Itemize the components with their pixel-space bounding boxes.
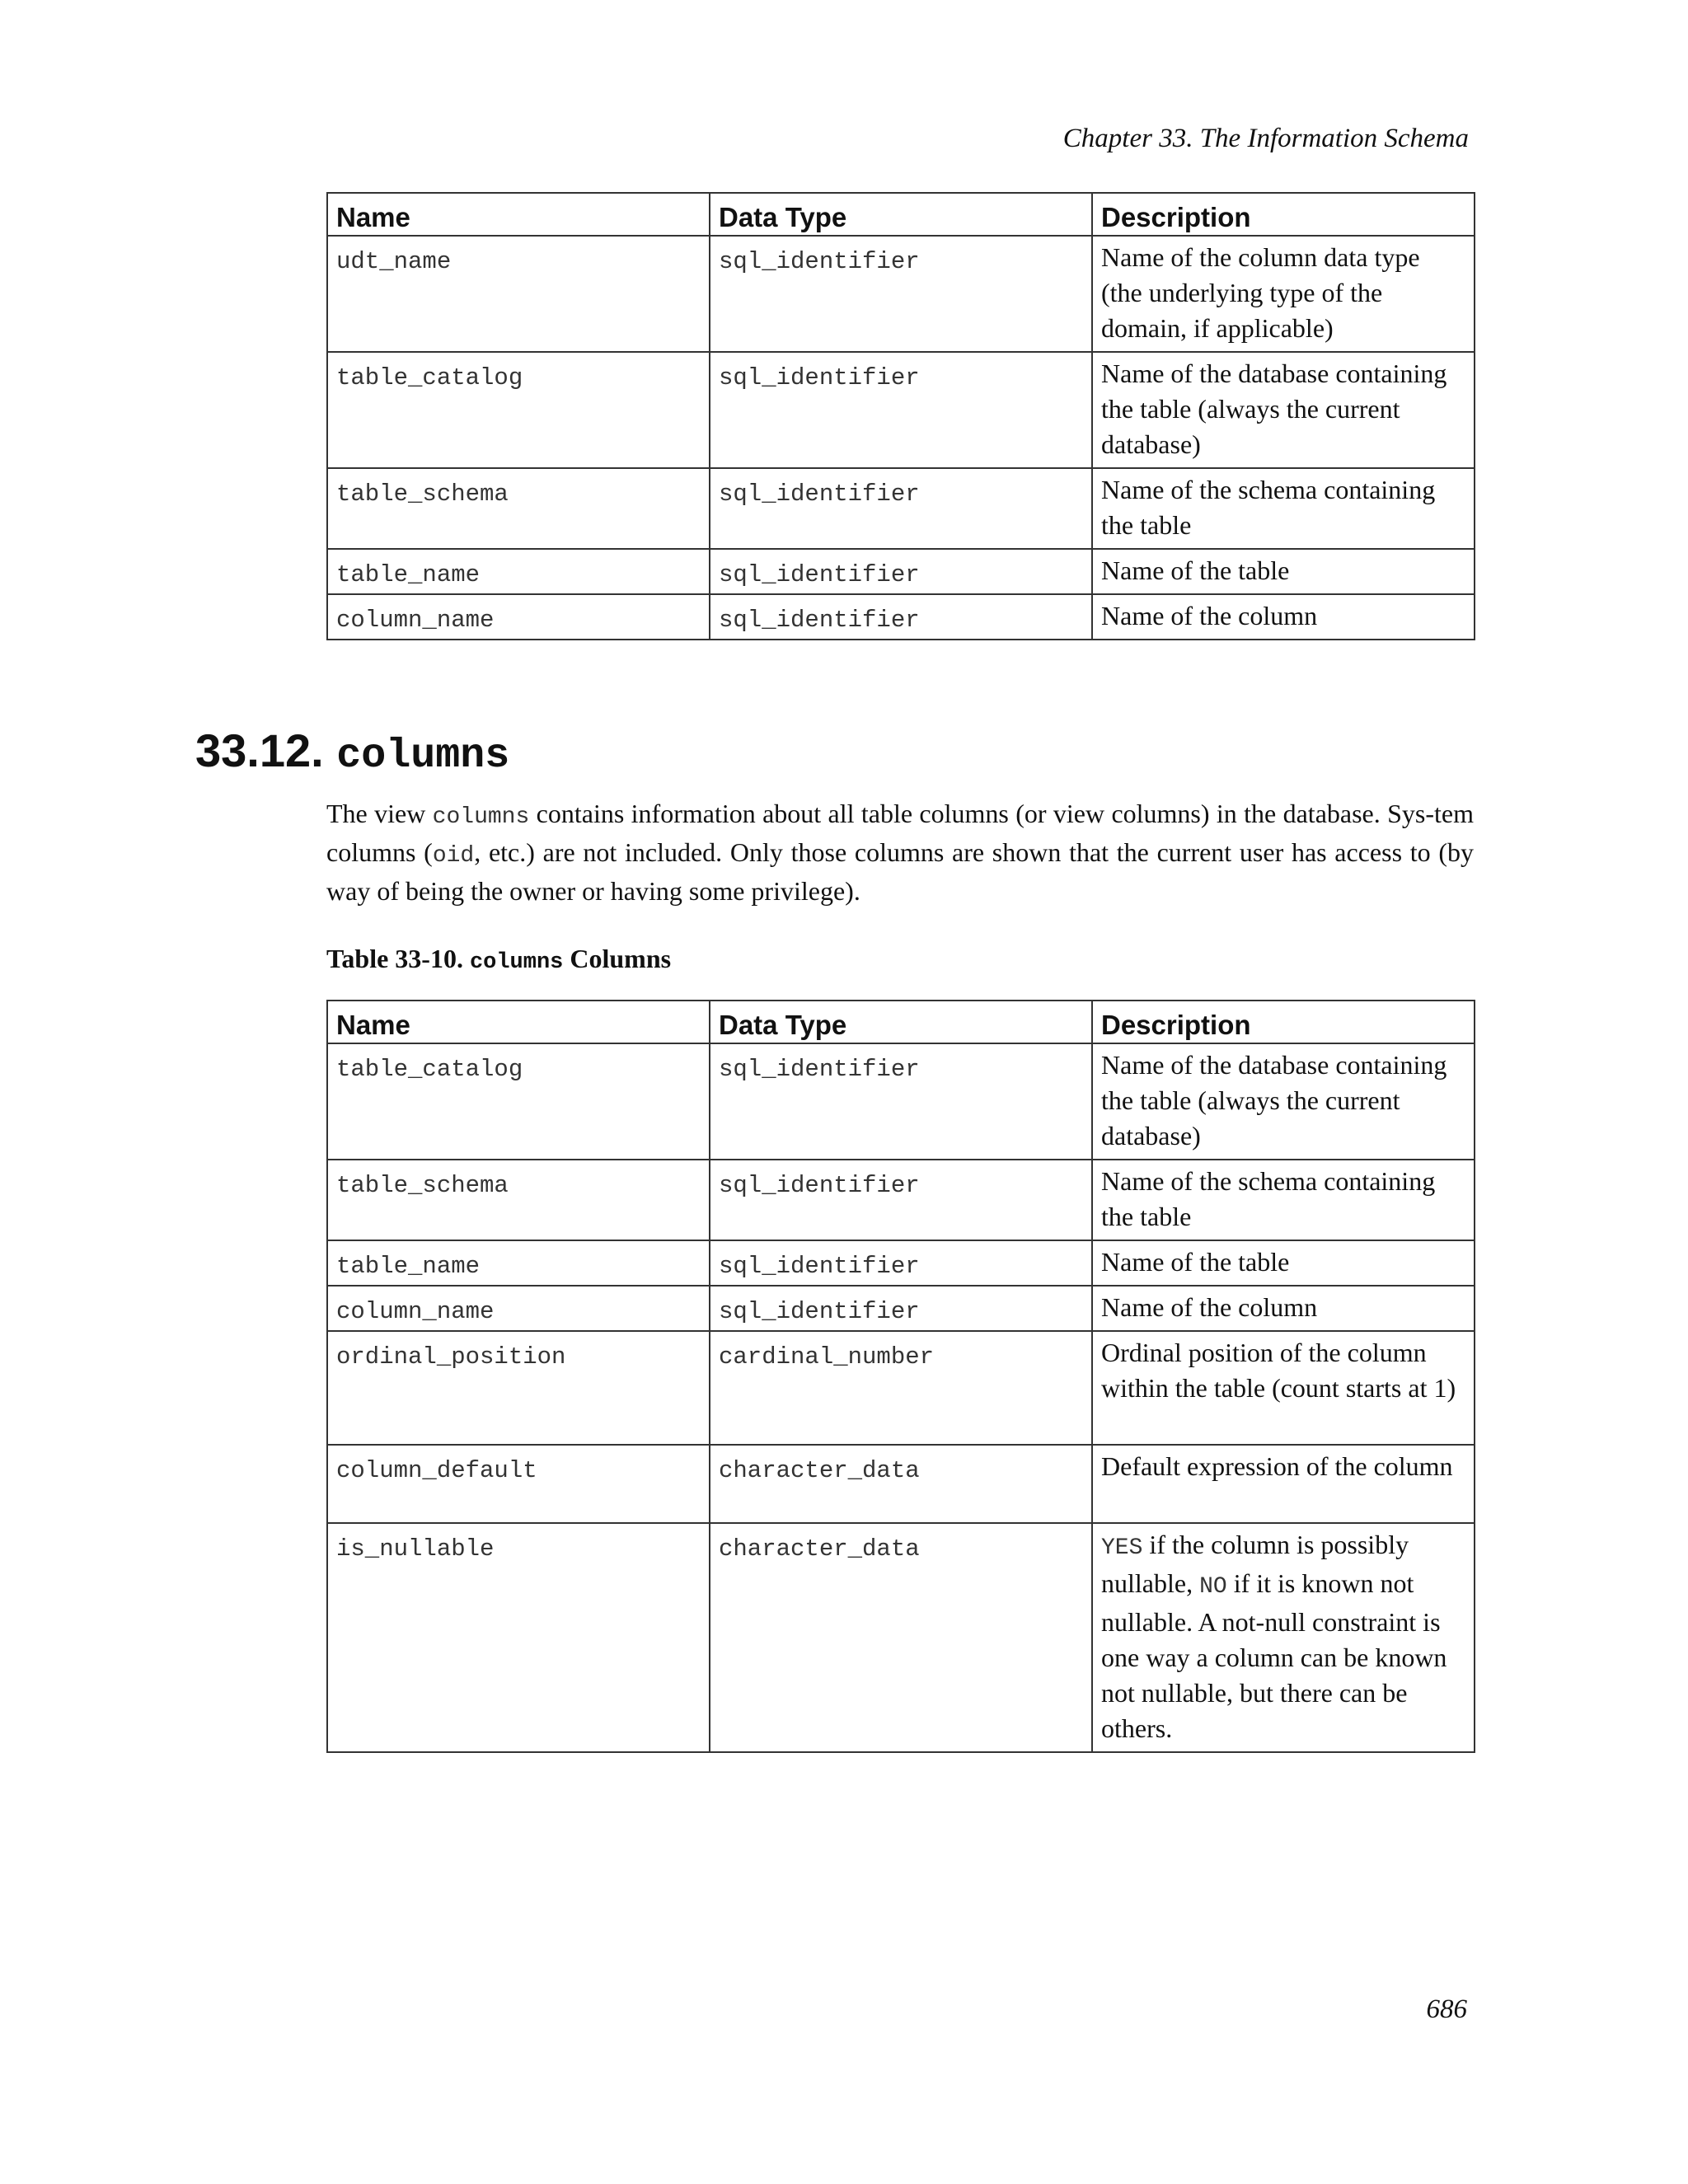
cell-type: cardinal_number <box>710 1331 1092 1445</box>
table-row <box>327 549 1475 594</box>
cell-name: is_nullable <box>327 1523 710 1752</box>
cell-description: Ordinal position of the column within the table (count starts at 1) <box>1092 1331 1475 1445</box>
caption-code: columns <box>469 950 564 975</box>
cell-type: sql_identifier <box>710 1286 1092 1331</box>
page-number: 686 <box>1426 1994 1467 2024</box>
cell-name: table_catalog <box>327 352 710 468</box>
table-row <box>327 1331 1475 1445</box>
cell-description: Name of the table <box>1092 549 1475 594</box>
cell-type: sql_identifier <box>710 594 1092 640</box>
cell-description: Name of the database containing the table (always the current database) <box>1092 352 1475 468</box>
column-header-description: Description <box>1092 193 1475 236</box>
code-yes: YES <box>1101 1535 1143 1561</box>
cell-type: sql_identifier <box>710 1160 1092 1240</box>
table-row <box>327 1286 1475 1331</box>
cell-name: column_name <box>327 1286 710 1331</box>
columns-columns-table <box>326 1000 1475 1753</box>
caption-prefix: Table 33-10. <box>326 944 470 973</box>
desc-text-1: if the column is possibly nullable, <box>1101 1530 1409 1598</box>
section-heading <box>195 724 509 780</box>
cell-type: character_data <box>710 1523 1092 1752</box>
cell-name: table_name <box>327 1240 710 1286</box>
cell-type: character_data <box>710 1445 1092 1523</box>
column-header-name: Name <box>327 1001 710 1043</box>
cell-description <box>1092 1523 1475 1752</box>
cell-description: Name of the database containing the table (always the current database) <box>1092 1043 1475 1160</box>
intro-text-3: , etc.) are not included. Only those columns are shown that the current user has access to (by way of being the owner or having some privilege). <box>326 837 1475 906</box>
table-header-row <box>327 193 1475 236</box>
cell-name: table_schema <box>327 1160 710 1240</box>
table-row <box>327 1043 1475 1160</box>
running-header: Chapter 33. The Information Schema <box>1062 124 1469 153</box>
section-number: 33.12. <box>195 724 324 776</box>
intro-code-oid: oid <box>432 843 475 869</box>
cell-type: sql_identifier <box>710 1043 1092 1160</box>
table-header-row <box>327 1001 1475 1043</box>
intro-code-columns: columns <box>432 804 530 830</box>
table-row <box>327 1523 1475 1752</box>
cell-type: sql_identifier <box>710 468 1092 549</box>
cell-type: sql_identifier <box>710 1240 1092 1286</box>
code-no: NO <box>1199 1574 1227 1600</box>
cell-description: Default expression of the column <box>1092 1445 1475 1523</box>
cell-description: Name of the column <box>1092 594 1475 640</box>
section-title: columns <box>336 733 510 780</box>
cell-description: Name of the schema containing the table <box>1092 1160 1475 1240</box>
caption-suffix: Columns <box>563 944 672 973</box>
table-row <box>327 468 1475 549</box>
cell-name: column_default <box>327 1445 710 1523</box>
column-header-data-type: Data Type <box>710 193 1092 236</box>
cell-description: Name of the column <box>1092 1286 1475 1331</box>
cell-name: ordinal_position <box>327 1331 710 1445</box>
column-header-description: Description <box>1092 1001 1475 1043</box>
cell-type: sql_identifier <box>710 236 1092 352</box>
cell-name: table_name <box>327 549 710 594</box>
intro-text-2: contains information about all table columns (or view columns) in the database. Sys-tem columns ( <box>326 799 1475 867</box>
desc-text-2: if it is known not nullable. A not-null constraint is one way a column can be known not nullable, but there can be others. <box>1101 1568 1447 1743</box>
cell-name: table_schema <box>327 468 710 549</box>
cell-type: sql_identifier <box>710 352 1092 468</box>
table-row <box>327 1240 1475 1286</box>
table-row <box>327 1445 1475 1523</box>
cell-description: Name of the schema containing the table <box>1092 468 1475 549</box>
table-row <box>327 1160 1475 1240</box>
intro-text-1: The view <box>326 799 433 828</box>
column-header-name: Name <box>327 193 710 236</box>
table-caption <box>326 944 671 975</box>
section-intro-paragraph <box>326 796 1474 909</box>
cell-name: table_catalog <box>327 1043 710 1160</box>
cell-name: column_name <box>327 594 710 640</box>
cell-name: udt_name <box>327 236 710 352</box>
table-row <box>327 594 1475 640</box>
cell-description: Name of the column data type (the underlying type of the domain, if applicable) <box>1092 236 1475 352</box>
table-row <box>327 352 1475 468</box>
cell-description: Name of the table <box>1092 1240 1475 1286</box>
columns-table-continued <box>326 192 1475 640</box>
column-header-data-type: Data Type <box>710 1001 1092 1043</box>
table-row <box>327 236 1475 352</box>
cell-type: sql_identifier <box>710 549 1092 594</box>
